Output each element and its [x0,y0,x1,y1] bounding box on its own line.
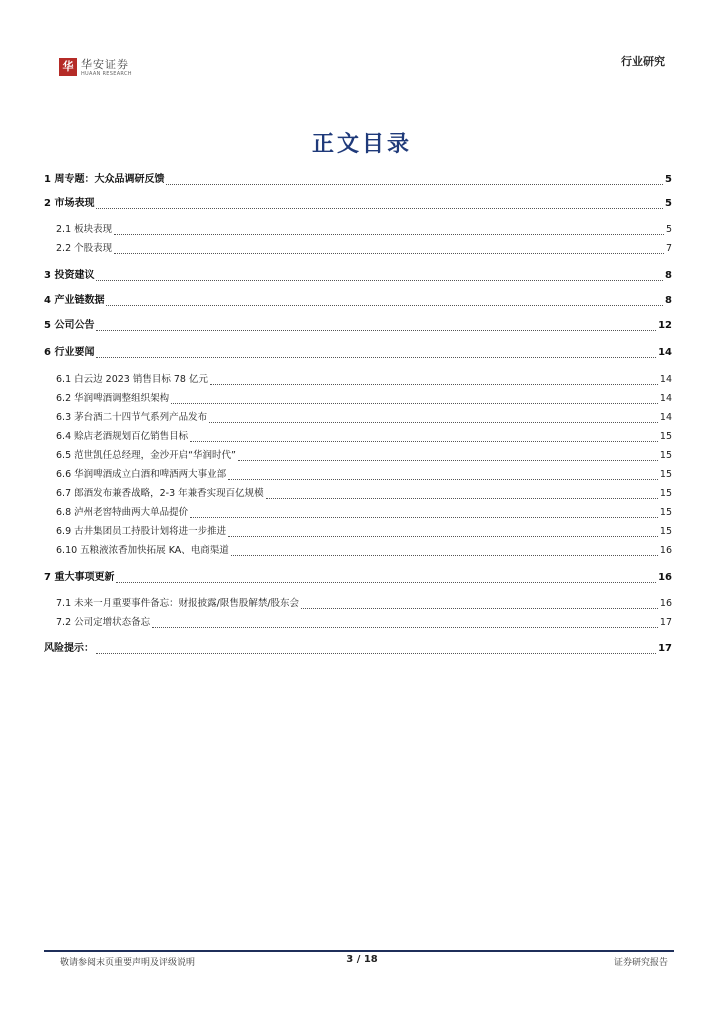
report-category: 行业研究 [621,55,665,68]
toc-entry[interactable] [56,411,672,425]
toc-entry[interactable] [44,642,672,656]
company-logo [59,58,132,77]
toc-entry-page: 14 [659,374,672,385]
toc-leader-dots [209,413,658,423]
toc-entry-page: 15 [659,507,672,518]
logo-name-en: HUAAN RESEARCH [81,71,132,77]
toc-entry-page: 5 [665,224,672,235]
toc-leader-dots [96,321,656,331]
toc-entry-title: 7.1 未来一月重要事件备忘：财报披露/限售股解禁/股东会 [56,598,300,609]
toc-entry-page: 15 [659,431,672,442]
toc-entry-title: 1 周专题：大众品调研反馈 [44,174,165,185]
toc-entry-title: 6.1 白云边 2023 销售目标 78 亿元 [56,374,208,385]
toc-entry[interactable] [56,242,672,256]
toc-entry[interactable] [56,392,672,406]
toc-entry[interactable] [44,269,672,283]
toc-entry[interactable] [56,544,672,558]
toc-entry-title: 4 产业链数据 [44,295,105,306]
toc-leader-dots [96,348,656,358]
toc-entry[interactable] [44,173,672,187]
toc-leader-dots [190,432,658,442]
toc-leader-dots [228,470,658,480]
toc-entry[interactable] [44,319,672,333]
toc-leader-dots [210,375,658,385]
toc-entry-title: 风险提示： [44,643,94,654]
toc-entry[interactable] [44,346,672,360]
toc-entry-title: 6.2 华润啤酒调整组织架构 [56,393,170,404]
footer-divider [44,950,674,952]
toc-entry-page: 8 [665,270,672,281]
toc-entry-page: 16 [659,545,672,556]
toc-entry[interactable] [56,525,672,539]
toc-entry[interactable] [56,468,672,482]
toc-entry[interactable] [56,223,672,237]
footer-report-type: 证券研究报告 [613,958,668,968]
toc-entry-title: 5 公司公告 [44,320,95,331]
toc-entry-title: 6.10 五粮液浓香加快拓展 KA、电商渠道 [56,545,229,556]
toc-entry-title: 6.7 郎酒发布兼香战略，2-3 年兼香实现百亿规模 [56,488,264,499]
toc-leader-dots [96,199,663,209]
toc-entry-page: 5 [665,198,672,209]
toc-entry-title: 2 市场表现 [44,198,95,209]
page-number: 3 / 18 [346,954,378,965]
toc-entry-page: 8 [665,295,672,306]
toc-leader-dots [152,618,658,628]
toc-leader-dots [96,271,663,281]
toc-entry[interactable] [56,506,672,520]
toc-leader-dots [190,508,658,518]
toc-entry-title: 6.3 茅台酒二十四节气系列产品发布 [56,412,208,423]
logo-name-cn: 华安证券 [81,58,129,71]
toc-entry[interactable] [44,197,672,211]
toc-leader-dots [171,394,658,404]
toc-entry[interactable] [56,373,672,387]
toc-leader-dots [116,573,656,583]
toc-entry-title: 7 重大事项更新 [44,572,115,583]
toc-leader-dots [96,644,656,654]
toc-leader-dots [114,244,664,254]
toc-entry-title: 2.1 板块表现 [56,224,113,235]
toc-entry-title: 6.4 赊店老酒规划百亿销售目标 [56,431,189,442]
toc-entry-page: 16 [658,572,672,583]
toc-leader-dots [166,175,663,185]
toc-entry-title: 6 行业要闻 [44,347,95,358]
toc-entry-title: 6.9 古井集团员工持股计划将进一步推进 [56,526,227,537]
toc-entry[interactable] [56,449,672,463]
toc-leader-dots [238,451,658,461]
toc-entry[interactable] [44,571,672,585]
toc-entry[interactable] [56,487,672,501]
toc-entry-page: 14 [659,393,672,404]
toc-entry-title: 7.2 公司定增状态备忘 [56,617,151,628]
toc-entry-page: 12 [658,320,672,331]
footer-disclaimer: 敬请参阅末页重要声明及评级说明 [60,958,196,968]
toc-leader-dots [228,527,658,537]
toc-leader-dots [266,489,658,499]
toc-entry-title: 2.2 个股表现 [56,243,113,254]
toc-leader-dots [106,296,663,306]
toc-entry-page: 14 [659,412,672,423]
toc-entry-title: 6.8 泸州老窖特曲两大单品提价 [56,507,189,518]
toc-entry-page: 16 [659,598,672,609]
toc-entry-page: 15 [659,488,672,499]
toc-entry-page: 15 [659,450,672,461]
toc-entry[interactable] [56,430,672,444]
toc-entry-title: 6.5 范世凯任总经理，金沙开启“华润时代” [56,450,236,461]
toc-leader-dots [231,546,658,556]
toc-entry-page: 15 [659,526,672,537]
toc-entry-page: 15 [659,469,672,480]
toc-leader-dots [114,225,664,235]
toc-leader-dots [301,599,658,609]
toc-entry[interactable] [56,616,672,630]
toc-entry-page: 17 [658,643,672,654]
toc-entry-page: 17 [659,617,672,628]
page-title: 正文目录 [311,131,412,157]
toc-entry-title: 3 投资建议 [44,270,95,281]
toc-entry-page: 14 [658,347,672,358]
toc-entry-page: 5 [665,174,672,185]
toc-entry-page: 7 [665,243,672,254]
logo-seal-icon: 华 [59,58,77,76]
toc-entry[interactable] [44,294,672,308]
toc-entry-title: 6.6 华润啤酒成立白酒和啤酒两大事业部 [56,469,227,480]
toc-entry[interactable] [56,597,672,611]
page-header [0,0,724,90]
